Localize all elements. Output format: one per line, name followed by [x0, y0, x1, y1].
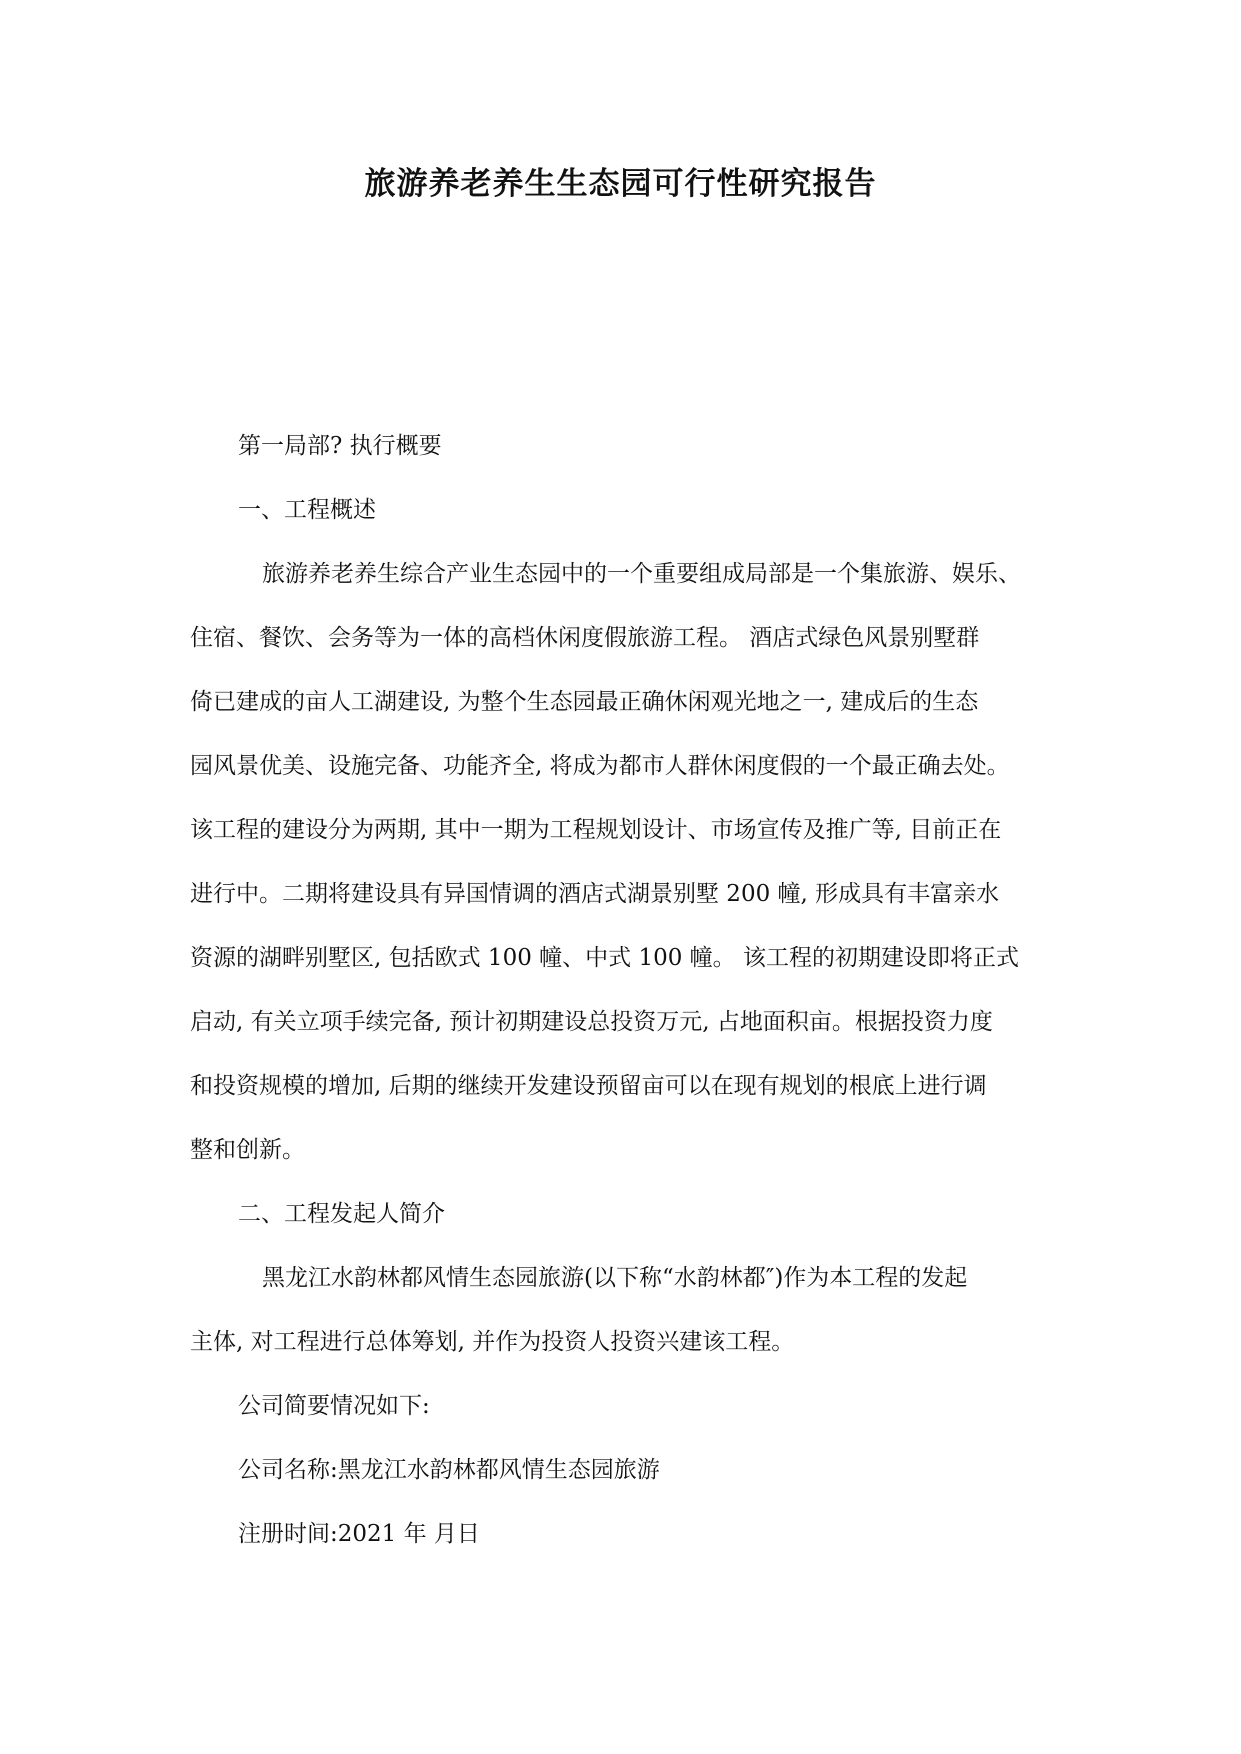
document-body	[190, 414, 1070, 1566]
section-heading-overview: 一、工程概述	[238, 497, 376, 523]
paragraph-line: 和投资规模的增加, 后期的继续开发建设预留亩可以在现有规划的根底上进行调	[190, 1073, 987, 1099]
paragraph-line: 整和创新。	[190, 1137, 305, 1163]
registration-date-line: 注册时间:2021 年 月日	[238, 1521, 480, 1547]
paragraph-line: 住宿、餐饮、会务等为一体的高档休闲度假旅游工程。 酒店式绿色风景别墅群	[190, 625, 980, 651]
section-heading-part-one: 第一局部? 执行概要	[238, 433, 442, 459]
paragraph-line: 旅游养老养生综合产业生态园中的一个重要组成局部是一个集旅游、娱乐、	[262, 561, 1021, 587]
paragraph-line: 进行中。二期将建设具有异国情调的酒店式湖景别墅 200 幢, 形成具有丰富亲水	[190, 881, 1000, 907]
paragraph-line: 资源的湖畔别墅区, 包括欧式 100 幢、中式 100 幢。 该工程的初期建设即将正式	[190, 945, 1019, 971]
paragraph-line: 倚已建成的亩人工湖建设, 为整个生态园最正确休闲观光地之一, 建成后的生态	[190, 689, 979, 715]
company-summary-intro: 公司简要情况如下:	[238, 1393, 430, 1419]
paragraph-line: 该工程的建设分为两期, 其中一期为工程规划设计、市场宣传及推广等, 目前正在	[190, 817, 1002, 843]
paragraph-line: 启动, 有关立项手续完备, 预计初期建设总投资万元, 占地面积亩。根据投资力度	[190, 1009, 993, 1035]
paragraph-line: 园风景优美、设施完备、功能齐全, 将成为都市人群休闲度假的一个最正确去处。	[190, 753, 1010, 779]
paragraph-line: 主体, 对工程进行总体筹划, 并作为投资人投资兴建该工程。	[190, 1329, 795, 1355]
company-name-line: 公司名称:黑龙江水韵林都风情生态园旅游	[238, 1457, 660, 1483]
paragraph-line: 黑龙江水韵林都风情生态园旅游(以下称“水韵林都″)作为本工程的发起	[262, 1265, 968, 1291]
section-heading-sponsor: 二、工程发起人简介	[238, 1201, 445, 1227]
document-title: 旅游养老养生生态园可行性研究报告	[364, 166, 877, 202]
